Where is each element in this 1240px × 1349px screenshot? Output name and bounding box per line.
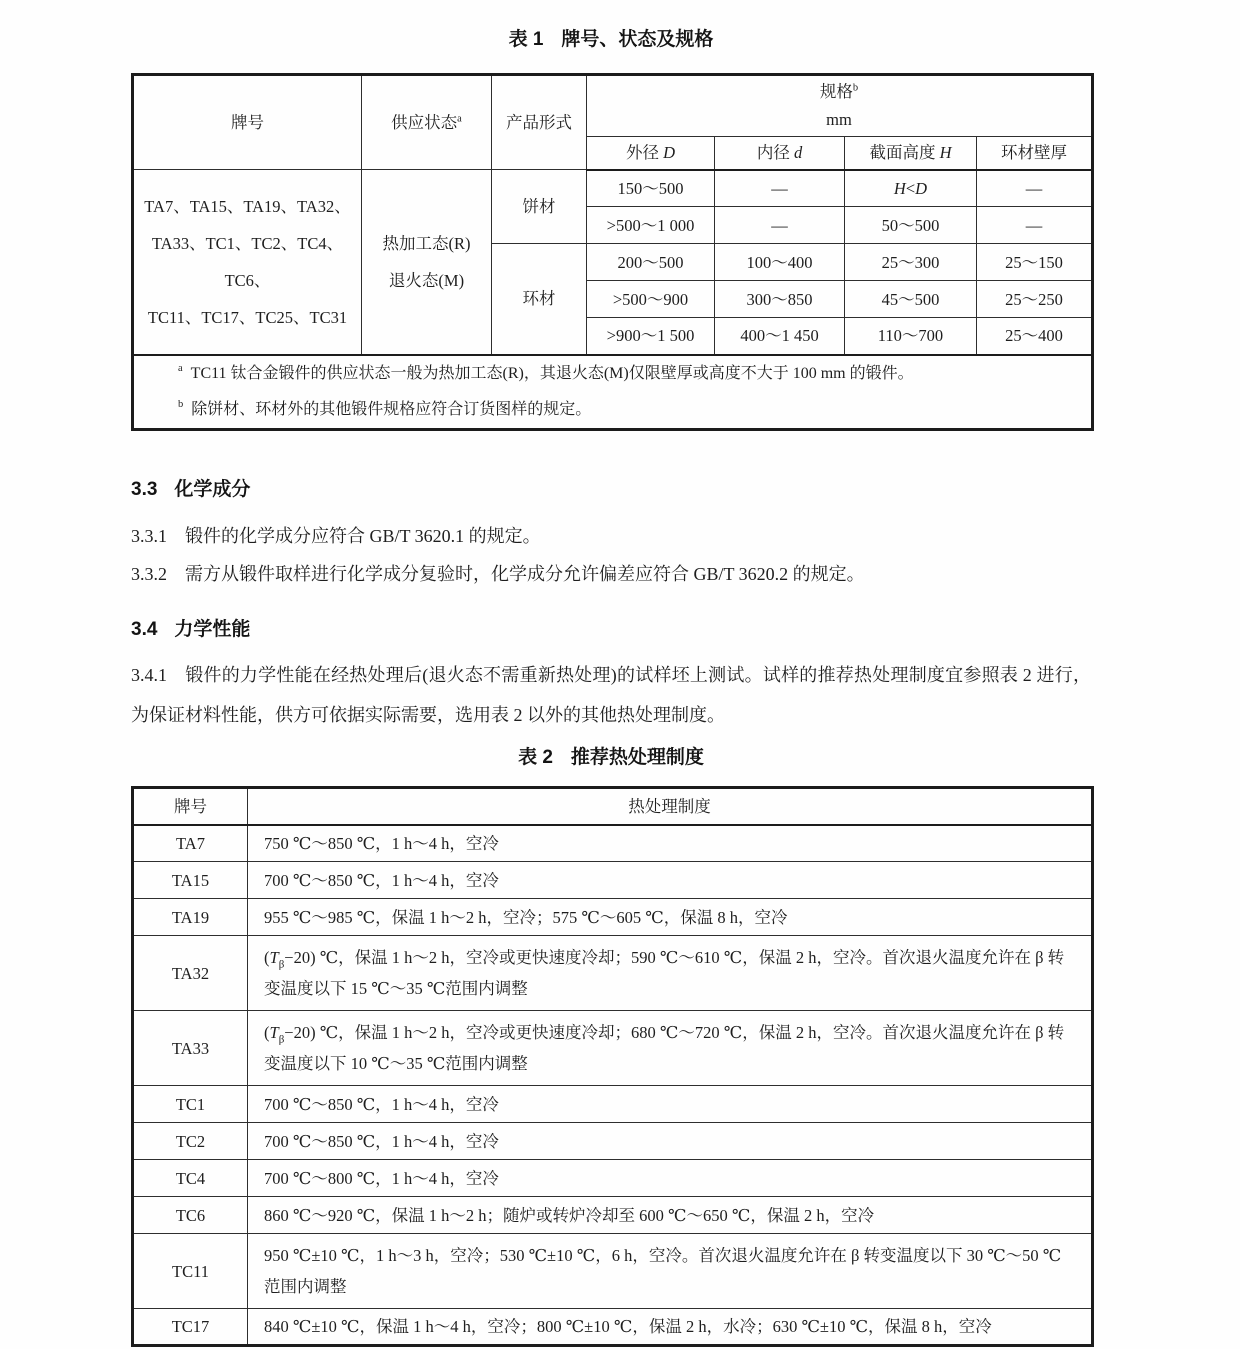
t2-regime-cell (248, 936, 1093, 1011)
t1-header-form: 产品形式 (492, 75, 587, 170)
t2-regime-cell (248, 1197, 1093, 1234)
footnote-marker-a: a (457, 113, 462, 125)
t1-form-ring-cell: 环材 (492, 244, 587, 355)
regime-text: ( (264, 1023, 270, 1042)
regime-text: 860 ℃～920 ℃，保温 1 h～2 h；随炉或转炉冷却至 600 ℃～650 ℃，保温 2 h，空冷 (264, 1205, 875, 1225)
table2-caption-title: 推荐热处理制度 (570, 747, 704, 768)
footnote-marker-a: a (178, 363, 183, 375)
clause-number: 3.3.1 (131, 526, 167, 546)
t1-header-spec-unit: mm (826, 110, 852, 129)
section-3-3-heading (131, 477, 1091, 503)
clause-3-3-1 (131, 517, 1091, 555)
table-row (133, 936, 1093, 1011)
t1-grade-list-cell (133, 170, 362, 355)
subscript-beta: β (278, 958, 285, 971)
var-H: H (893, 178, 906, 198)
regime-text: 840 ℃±10 ℃，保温 1 h～4 h，空冷；800 ℃±10 ℃，保温 2 h，水冷；630 ℃±10 ℃，保温 8 h，空冷 (264, 1317, 992, 1336)
t2-regime-cell (248, 1123, 1093, 1160)
table1-header-row1 (133, 75, 1093, 137)
t2-grade-cell: TC17 (133, 1309, 248, 1346)
clause-3-3-2 (131, 555, 1091, 593)
table-cell: 25～400 (977, 318, 1093, 355)
section-title: 力学性能 (174, 619, 251, 640)
t2-regime-cell (248, 862, 1093, 899)
table-cell: >900～1 500 (587, 318, 715, 355)
t1-header-grade: 牌号 (133, 75, 362, 170)
table-cell: — (715, 207, 845, 244)
footnote-b (178, 392, 1085, 428)
table-cell: >500～1 000 (587, 207, 715, 244)
table-row (133, 1011, 1093, 1086)
table-cell: 25～150 (977, 244, 1093, 281)
footnote-a (178, 356, 1085, 392)
regime-text: −20) ℃，保温 1 h～2 h，空冷或更快速度冷却；680 ℃～720 ℃，保温 2 h，空冷。首次退火温度允许在 β 转变温度以下 10 ℃～35 ℃范围内调整 (264, 1023, 1065, 1073)
clause-text: 锻件的力学性能在经热处理后(退火态不需重新热处理)的试样坯上测试。试样的推荐热处理制度宜参照表 2 进行，为保证材料性能，供方可依据实际需要，选用表 2 以外的其他热处理制度。 (131, 665, 1091, 725)
t2-grade-cell: TC2 (133, 1123, 248, 1160)
clause-3-4-1 (131, 655, 1091, 735)
grade-line: TA33、TC1、TC2、TC4、TC6、 (151, 233, 344, 290)
section-number: 3.3 (131, 479, 158, 500)
table2-caption (131, 745, 1091, 770)
footnote-text: TC11 钛合金锻件的供应状态一般为热加工态(R)，其退火态(M)仅限壁厚或高度不大于 100 mm 的锻件。 (190, 364, 914, 382)
t1-header-supply-text: 供应状态 (391, 113, 458, 132)
t2-grade-cell: TC11 (133, 1234, 248, 1309)
t1-header-spec (587, 75, 1093, 137)
t2-header-regime: 热处理制度 (248, 788, 1093, 825)
section-number: 3.4 (131, 619, 158, 640)
table-cell: 300～850 (715, 281, 845, 318)
table-row (133, 862, 1093, 899)
t2-grade-cell: TC4 (133, 1160, 248, 1197)
var-d: d (793, 143, 803, 163)
regime-text: 750 ℃～850 ℃，1 h～4 h，空冷 (264, 833, 499, 853)
regime-text: 950 ℃±10 ℃，1 h～3 h，空冷；530 ℃±10 ℃，6 h，空冷。首次退火温度允许在 β 转变温度以下 30 ℃～50 ℃范围内调整 (264, 1246, 1062, 1296)
table-row (133, 1309, 1093, 1346)
table1-caption (131, 27, 1091, 52)
regime-text: 700 ℃～850 ℃，1 h～4 h，空冷 (264, 1094, 499, 1114)
clause-text: 需方从锻件取样进行化学成分复验时，化学成分允许偏差应符合 GB/T 3620.2 的规定。 (185, 564, 865, 584)
t2-header-grade: 牌号 (133, 788, 248, 825)
table-cell: 25～250 (977, 281, 1093, 318)
t2-regime-cell (248, 1011, 1093, 1086)
table1-footnotes-cell (133, 355, 1093, 430)
var-T: T (269, 1023, 279, 1042)
table-cell: — (977, 170, 1093, 207)
t2-regime-cell (248, 825, 1093, 862)
clause-text: 锻件的化学成分应符合 GB/T 3620.1 的规定。 (185, 526, 541, 546)
table-row (133, 1123, 1093, 1160)
t2-regime-cell (248, 1309, 1093, 1346)
t1-header-spec-text: 规格 (819, 82, 853, 101)
table-row (133, 1160, 1093, 1197)
table-cell: 400～1 450 (715, 318, 845, 355)
table-row (133, 1234, 1093, 1309)
table2-heat-treatment (131, 786, 1094, 1347)
t2-regime-cell (248, 1234, 1093, 1309)
table-cell: 150～500 (587, 170, 715, 207)
table-row (133, 170, 1093, 207)
var-H: H (939, 143, 952, 163)
label: 截面高度 (869, 143, 940, 163)
table-cell: 100～400 (715, 244, 845, 281)
t1-subheader-inner-diameter (715, 137, 845, 170)
t1-supply-state-cell (362, 170, 492, 355)
regime-text: −20) ℃，保温 1 h～2 h，空冷或更快速度冷却；590 ℃～610 ℃，保温 2 h，空冷。首次退火温度允许在 β 转变温度以下 15 ℃～35 ℃范围内调整 (264, 948, 1065, 998)
t2-grade-cell: TA7 (133, 825, 248, 862)
table-row (133, 825, 1093, 862)
var-D: D (663, 143, 676, 163)
table-cell: — (715, 170, 845, 207)
table-row (133, 1197, 1093, 1234)
t2-regime-cell (248, 1160, 1093, 1197)
table2-header-row (133, 788, 1093, 825)
grade-line: TA7、TA15、TA19、TA32、 (144, 196, 351, 216)
t2-grade-cell: TA19 (133, 899, 248, 936)
regime-text: ( (264, 948, 270, 967)
t1-subheader-outer-diameter (587, 137, 715, 170)
t2-grade-cell: TA15 (133, 862, 248, 899)
table-cell: 110～700 (845, 318, 977, 355)
supply-line: 退火态(M) (388, 270, 465, 290)
t1-subheader-ring-wall (977, 137, 1093, 170)
table-cell: 50～500 (845, 207, 977, 244)
table-row (133, 1086, 1093, 1123)
table1-grades-states-specs (131, 73, 1094, 431)
section-title: 化学成分 (174, 479, 251, 500)
footnote-text: 除饼材、环材外的其他锻件规格应符合订货图样的规定。 (191, 400, 592, 418)
table2-caption-number: 表 2 (518, 747, 553, 768)
t2-regime-cell (248, 899, 1093, 936)
regime-text: 700 ℃～850 ℃，1 h～4 h，空冷 (264, 1131, 499, 1151)
footnote-marker-b: b (178, 399, 184, 411)
table-cell-h-lt-d (845, 170, 977, 207)
table-row (133, 899, 1093, 936)
t2-regime-cell (248, 1086, 1093, 1123)
supply-line: 热加工态(R) (382, 233, 471, 253)
t2-grade-cell: TA32 (133, 936, 248, 1011)
section-3-4-heading (131, 617, 1091, 643)
table-cell: 200～500 (587, 244, 715, 281)
table-cell: 25～300 (845, 244, 977, 281)
clause-number: 3.4.1 (131, 665, 167, 685)
t1-header-supply (362, 75, 492, 170)
t2-grade-cell: TC1 (133, 1086, 248, 1123)
label: 外径 (625, 143, 664, 163)
t1-form-cake-cell: 饼材 (492, 170, 587, 244)
label: 内径 (756, 143, 794, 163)
grade-line: TC11、TC17、TC25、TC31 (147, 307, 348, 327)
table1-caption-number: 表 1 (508, 29, 544, 50)
t2-grade-cell: TC6 (133, 1197, 248, 1234)
regime-text: 700 ℃～800 ℃，1 h～4 h，空冷 (264, 1168, 499, 1188)
subscript-beta: β (278, 1033, 285, 1046)
table1-footnotes-row (133, 355, 1093, 430)
table-cell: 45～500 (845, 281, 977, 318)
less-than-sign: < (905, 178, 916, 198)
table-cell: — (977, 207, 1093, 244)
t2-grade-cell: TA33 (133, 1011, 248, 1086)
regime-text: 700 ℃～850 ℃，1 h～4 h，空冷 (264, 870, 499, 890)
t1-subheader-section-height (845, 137, 977, 170)
regime-text: 955 ℃～985 ℃，保温 1 h～2 h，空冷；575 ℃～605 ℃，保温 8 h，空冷 (264, 907, 788, 927)
table-cell: >500～900 (587, 281, 715, 318)
var-T: T (269, 948, 279, 967)
clause-number: 3.3.2 (131, 564, 167, 584)
t2-body (133, 825, 1093, 1346)
table1-caption-title: 牌号、状态及规格 (561, 29, 714, 50)
document-content (131, 0, 1091, 1347)
var-D: D (915, 178, 928, 198)
t1-header-spec-line (593, 78, 1085, 106)
label: 环材壁厚 (1001, 143, 1067, 163)
footnote-marker-b: b (852, 82, 859, 94)
